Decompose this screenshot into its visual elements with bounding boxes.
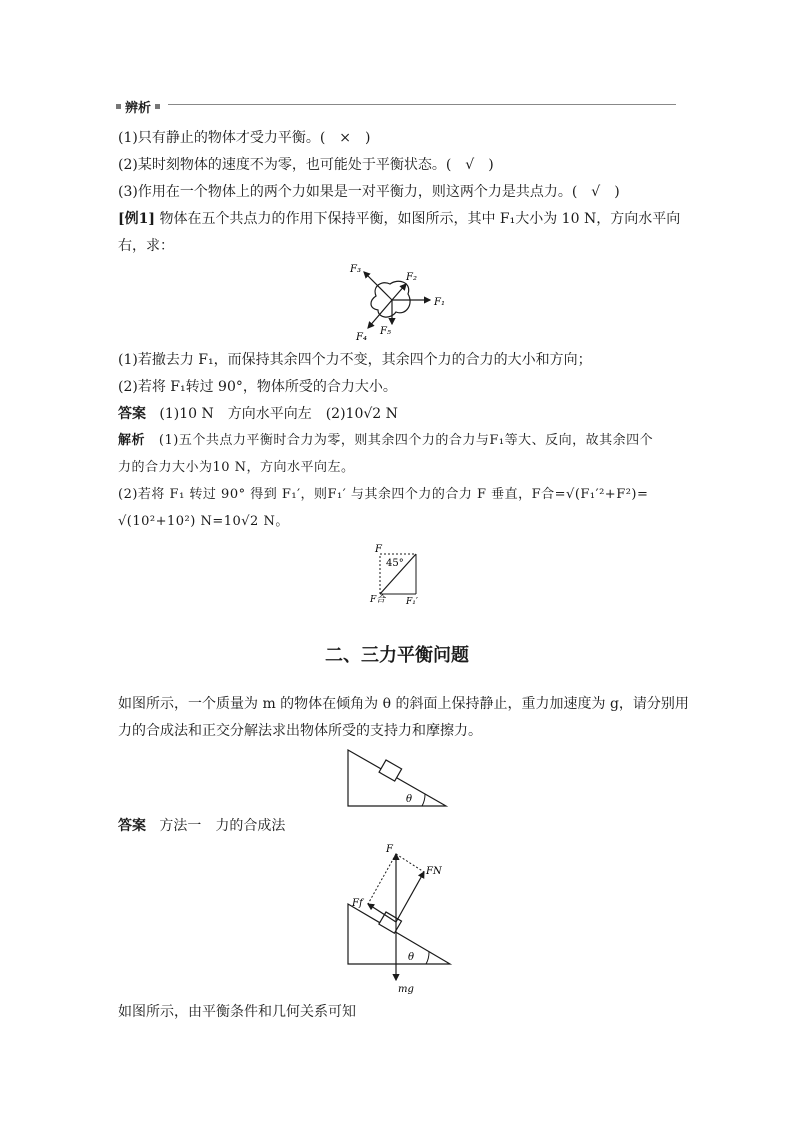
example1-q1: (1)若撤去力 F₁，而保持其余四个力不变，其余四个力的合力的大小和方向； — [118, 352, 592, 368]
five-forces-figure — [346, 260, 452, 344]
f4-label: F₄ — [356, 332, 367, 343]
dash-1 — [396, 854, 424, 872]
problem-line2: 力的合成法和正交分解法求出物体所受的支持力和摩擦力。 — [118, 723, 482, 739]
example1-stem-line2: 右，求： — [118, 238, 174, 254]
f2-label: F₂ — [406, 272, 417, 283]
fn-label: FN — [426, 866, 442, 877]
analysis-line1 — [118, 431, 653, 451]
example1-stem-line1 — [118, 209, 680, 229]
incline-triangle-2 — [348, 904, 450, 964]
example1-answer — [118, 404, 398, 424]
analysis-label: 解析 — [118, 433, 146, 448]
example1-stem: 物体在五个共点力的作用下保持平衡，如图所示，其中 F₁大小为 10 N，方向水平向 — [159, 211, 681, 227]
section2-title: 二、三力平衡问题 — [325, 645, 469, 666]
analysis-line3: (2)若将 F₁ 转过 90° 得到 F₁′，则F₁′ 与其余四个力的合力 F 垂直，F合=√(F₁′²+F²)= — [118, 487, 649, 502]
theta-label-2: θ — [408, 952, 415, 963]
judgement-2: (2)某时刻物体的速度不为零，也可能处于平衡状态。( √ ) — [118, 157, 494, 173]
answer-label: 答案 — [118, 406, 146, 422]
angle-arc-2 — [426, 952, 429, 964]
block — [379, 760, 402, 781]
analysis-line4: √(10²+10²) N=10√2 N。 — [118, 514, 289, 529]
resultant-square-figure — [366, 540, 436, 608]
f5-label: F₅ — [380, 326, 391, 337]
method-text: 方法一 力的合成法 — [159, 818, 286, 834]
angle-arc — [422, 794, 425, 806]
section2-answer-label: 答案 — [118, 818, 146, 834]
header-label: 辨析 — [125, 101, 152, 116]
example1-tag: [例1] — [118, 211, 155, 227]
incline-figure — [344, 746, 450, 808]
example1-q2: (2)若将 F₁转过 90°，物体所受的合力大小。 — [118, 379, 397, 395]
f-label: F — [375, 544, 382, 555]
angle-label: 45° — [386, 558, 404, 569]
dash-2 — [368, 854, 396, 904]
theta-label: θ — [406, 794, 413, 805]
closing-line: 如图所示，由平衡条件和几何关系可知 — [118, 1004, 356, 1020]
f2-arrow — [392, 284, 406, 300]
analysis-text-1: (1)五个共点力平衡时合力为零，则其余四个力的合力与F₁等大、反向，故其余四个 — [158, 433, 654, 448]
fn-arrow — [396, 872, 424, 922]
header-bullet-right — [155, 104, 160, 109]
problem-line1: 如图所示，一个质量为 m 的物体在倾角为 θ 的斜面上保持静止，重力加速度为 g，请分别用 — [118, 696, 689, 712]
ff-label: Ff — [352, 898, 363, 909]
answer-text: (1)10 N 方向水平向左 (2)10√2 N — [159, 406, 398, 422]
fhe-label: F合 — [370, 595, 386, 605]
f3-label: F₃ — [350, 264, 361, 275]
block-2 — [379, 912, 402, 933]
f3-arrow — [364, 272, 392, 300]
analysis-line2: 力的合力大小为10 N，方向水平向左。 — [118, 460, 355, 475]
f1p-label: F₁′ — [406, 597, 418, 607]
section-header — [116, 96, 676, 116]
judgement-3: (3)作用在一个物体上的两个力如果是一对平衡力，则这两个力是共点力。( √ ) — [118, 184, 620, 200]
header-bullet-left — [116, 104, 121, 109]
f-label-2: F — [386, 844, 393, 855]
mg-label: mg — [398, 984, 414, 995]
header-rule — [168, 104, 676, 105]
f1-label: F₁ — [434, 297, 445, 308]
judgement-1: (1)只有静止的物体才受力平衡。( × ) — [118, 130, 371, 146]
section2-answer — [118, 816, 285, 836]
force-composition-figure — [340, 840, 460, 996]
